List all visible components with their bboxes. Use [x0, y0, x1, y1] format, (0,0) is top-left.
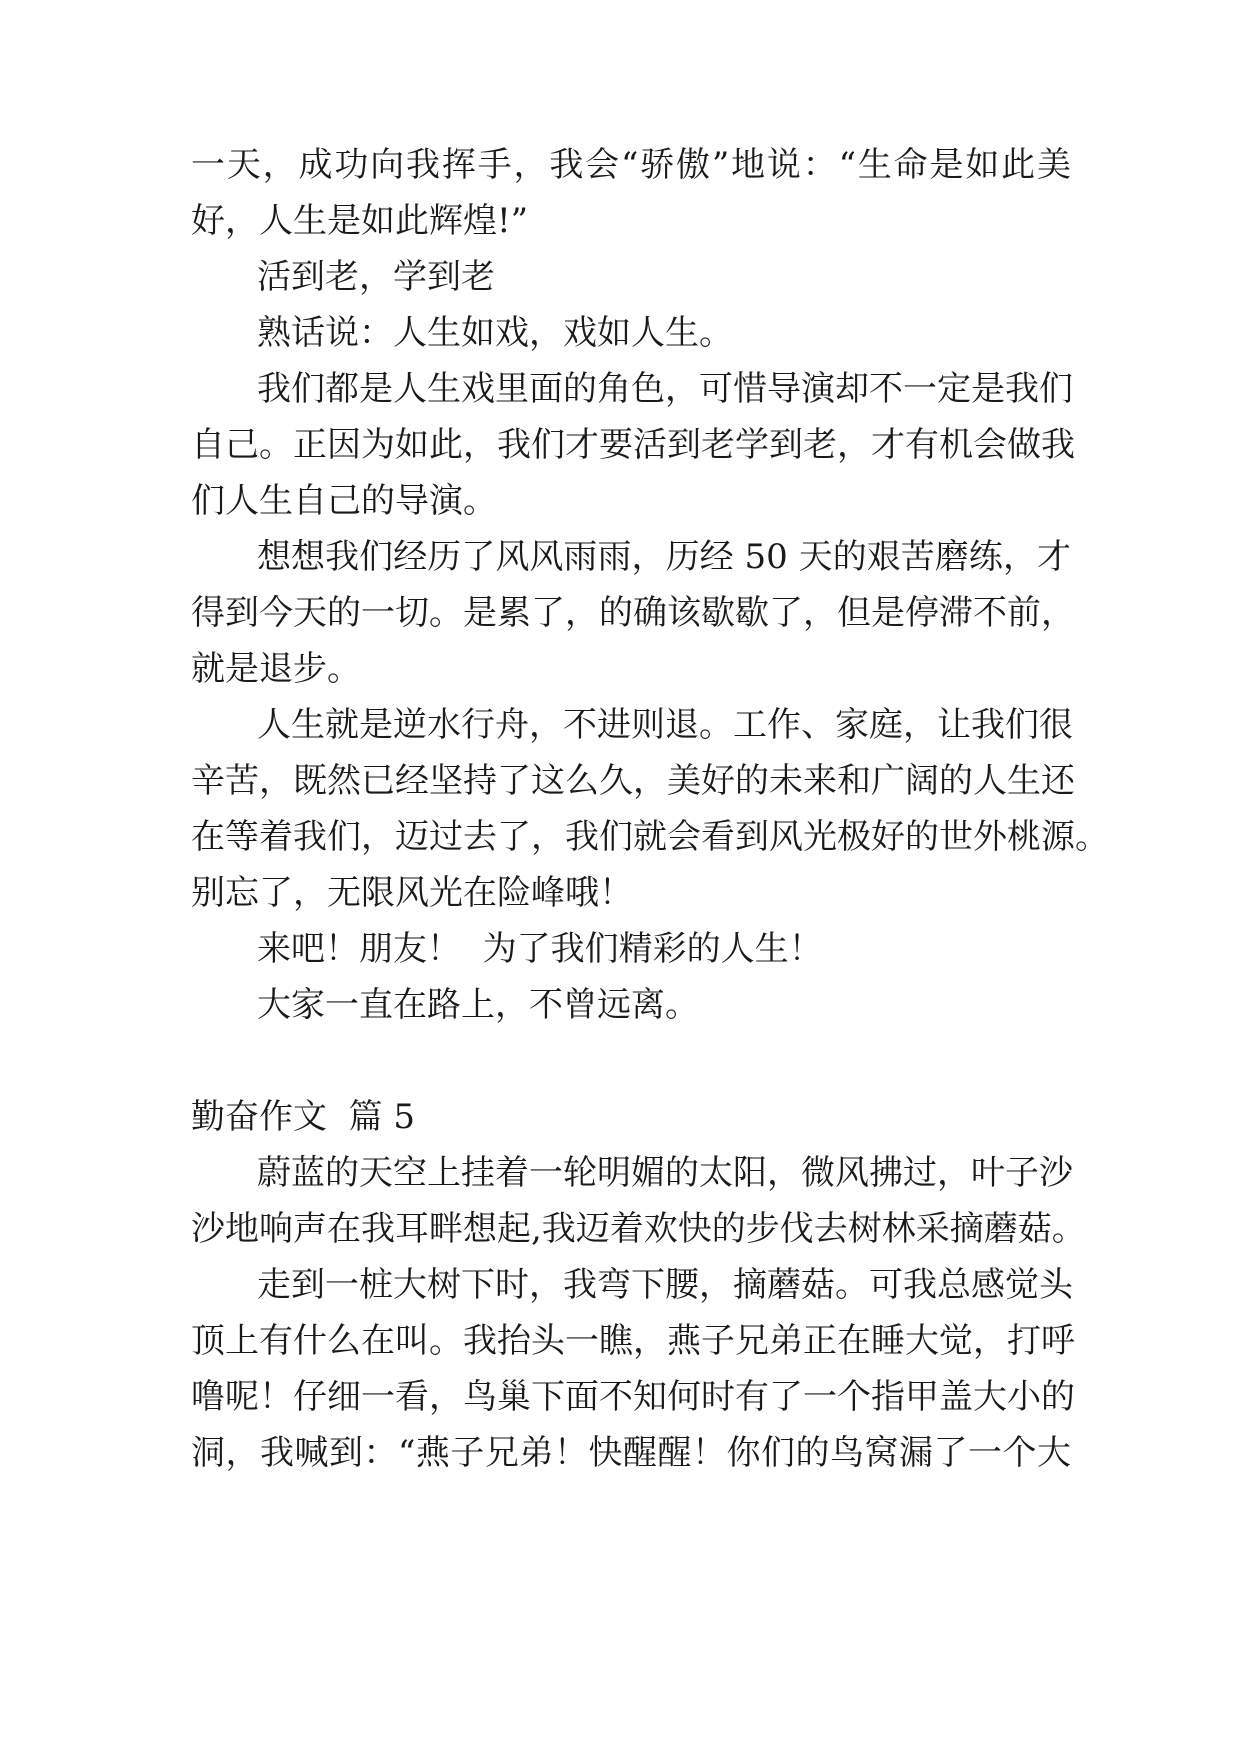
paragraph-line: 沙地响声在我耳畔想起,我迈着欢快的步伐去树林采摘蘑菇。	[191, 1209, 1086, 1249]
paragraph-line: 来吧！朋友！ 为了我们精彩的人生！	[257, 929, 823, 969]
paragraph-line: 走到一桩大树下时，我弯下腰，摘蘑菇。可我总感觉头	[257, 1265, 1073, 1305]
paragraph-line: 在等着我们，迈过去了，我们就会看到风光极好的世外桃源。	[191, 817, 1109, 857]
essay-heading: 勤奋作文 篇 5	[191, 1097, 416, 1137]
paragraph-line: 一天，成功向我挥手，我会“骄傲”地说：“生命是如此美	[191, 145, 1071, 185]
paragraph-line: 别忘了，无限风光在险峰哦！	[191, 873, 633, 913]
paragraph-line: 熟话说：人生如戏，戏如人生。	[257, 313, 733, 353]
paragraph-line: 噜呢！仔细一看，鸟巢下面不知何时有了一个指甲盖大小的	[191, 1377, 1075, 1417]
paragraph-line: 洞，我喊到：“燕子兄弟！快醒醒！你们的鸟窝漏了一个大	[191, 1433, 1071, 1473]
paragraph-line: 顶上有什么在叫。我抬头一瞧，燕子兄弟正在睡大觉，打呼	[191, 1321, 1075, 1361]
paragraph-line: 大家一直在路上，不曾远离。	[257, 985, 699, 1025]
paragraph-line: 我们都是人生戏里面的角色，可惜导演却不一定是我们	[257, 369, 1073, 409]
paragraph-line: 想想我们经历了风风雨雨，历经 50 天的艰苦磨练，才	[257, 537, 1071, 577]
paragraph-line: 好，人生是如此辉煌!”	[191, 201, 529, 241]
paragraph-line: 自己。正因为如此，我们才要活到老学到老，才有机会做我	[191, 425, 1075, 465]
paragraph-line: 得到今天的一切。是累了，的确该歇歇了，但是停滞不前，	[191, 593, 1075, 633]
paragraph-line: 们人生自己的导演。	[191, 481, 497, 521]
paragraph-line: 辛苦，既然已经坚持了这么久，美好的未来和广阔的人生还	[191, 761, 1075, 801]
section-heading: 活到老，学到老	[257, 257, 495, 297]
paragraph-line: 蔚蓝的天空上挂着一轮明媚的太阳，微风拂过，叶子沙	[257, 1153, 1073, 1193]
paragraph-line: 就是退步。	[191, 649, 361, 689]
paragraph-line: 人生就是逆水行舟，不进则退。工作、家庭，让我们很	[257, 705, 1073, 745]
